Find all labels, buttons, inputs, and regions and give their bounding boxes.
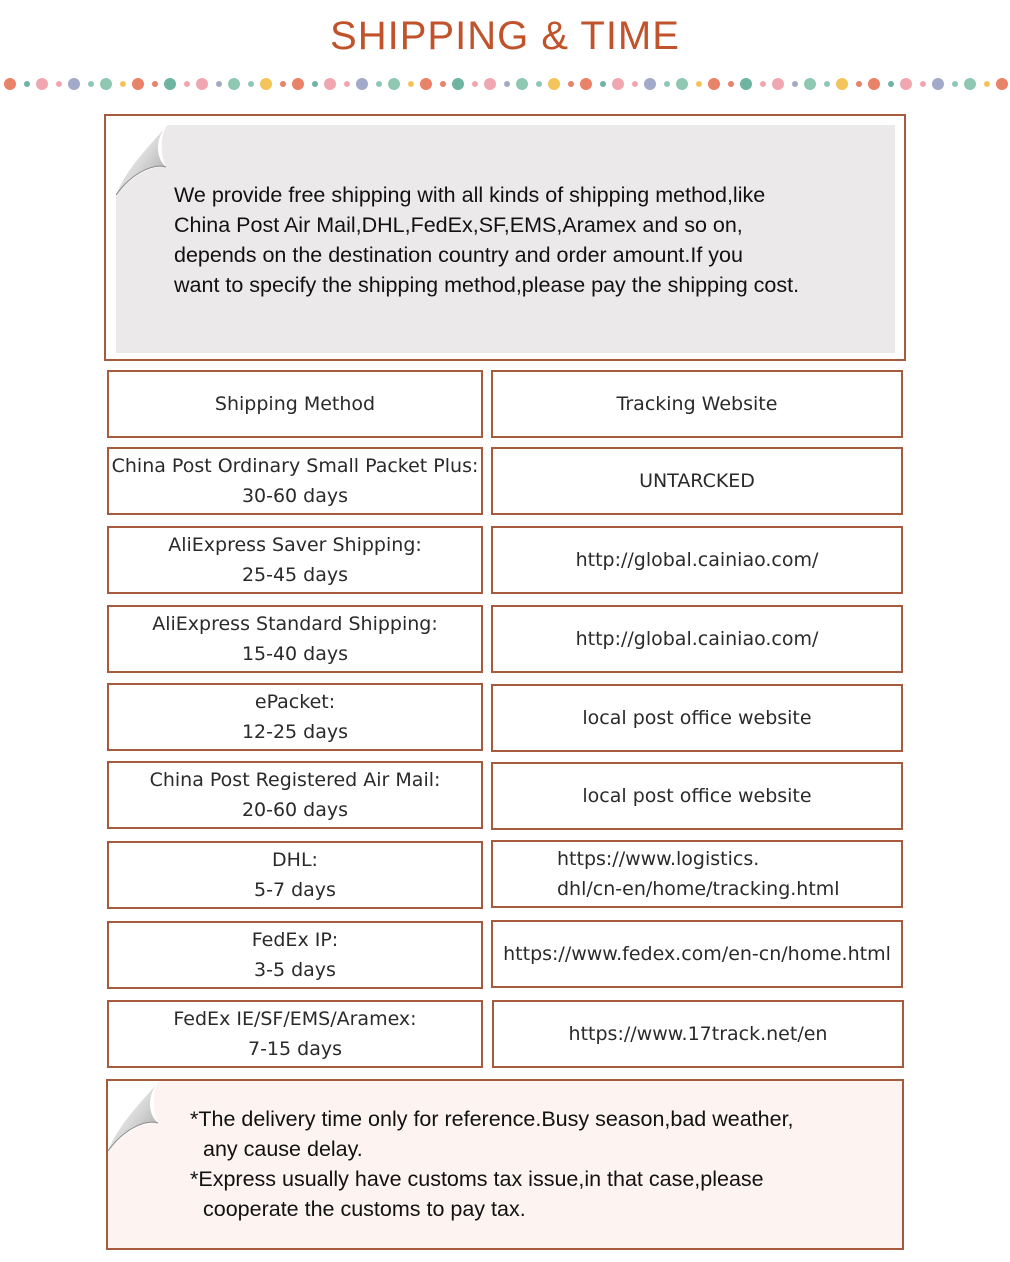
page-title: SHIPPING & TIME [330, 14, 680, 58]
divider-dot [120, 81, 126, 87]
divider-dot [836, 78, 848, 90]
method-cell [107, 921, 483, 989]
divider-dot [676, 78, 688, 90]
divider-dot [248, 81, 254, 87]
page-curl-icon [108, 1081, 162, 1153]
method-days: 15-40 days [241, 643, 349, 665]
intro-box [104, 114, 906, 361]
note-line: cooperate the customs to pay tax. [203, 1197, 526, 1221]
divider-dot [100, 78, 112, 90]
header-tracking-website: Tracking Website [491, 370, 903, 438]
method-name: China Post Ordinary Small Packet Plus: [111, 455, 479, 477]
tracking-text: local post office website [582, 785, 812, 807]
divider-dot [408, 81, 414, 87]
method-days: 25-45 days [241, 564, 349, 586]
tracking-cell [491, 605, 903, 673]
method-name: AliExpress Standard Shipping: [152, 613, 438, 635]
tracking-cell [491, 840, 903, 908]
method-days: 20-60 days [241, 799, 349, 821]
divider-dot [164, 78, 176, 90]
tracking-link[interactable]: https://www.17track.net/en [568, 1023, 828, 1045]
divider-dot [420, 78, 432, 90]
divider-dot [484, 78, 496, 90]
divider-dot [824, 81, 830, 87]
divider-dot [996, 78, 1008, 90]
method-cell [107, 761, 483, 829]
divider-dot [440, 81, 446, 87]
divider-dot [24, 81, 30, 87]
method-cell [107, 605, 483, 673]
note-line: any cause delay. [203, 1137, 363, 1161]
divider-dot [868, 78, 880, 90]
note-line: *Express usually have customs tax issue,in that case,please [190, 1167, 764, 1191]
notes-box [106, 1079, 904, 1250]
intro-line: want to specify the shipping method,please pay the shipping cost. [174, 273, 800, 297]
page-curl-icon [116, 125, 170, 197]
divider-dot [728, 81, 734, 87]
intro-line: depends on the destination country and order amount.If you [174, 243, 743, 267]
divider-dot [920, 81, 926, 87]
method-name: AliExpress Saver Shipping: [168, 534, 422, 556]
intro-panel [116, 125, 895, 353]
divider-dot [696, 81, 702, 87]
divider-dot [504, 81, 510, 87]
method-name: FedEx IE/SF/EMS/Aramex: [173, 1008, 417, 1030]
method-cell [107, 841, 483, 909]
tracking-text: local post office website [582, 707, 812, 729]
tracking-cell [491, 684, 903, 752]
tracking-link[interactable]: https://www.logistics. [557, 848, 760, 870]
divider-dot [804, 78, 816, 90]
intro-text [174, 180, 874, 300]
divider-dot [292, 78, 304, 90]
method-days: 3-5 days [254, 959, 336, 981]
divider-dot [600, 81, 606, 87]
divider-dot [740, 78, 752, 90]
method-name: ePacket: [254, 691, 336, 713]
tracking-cell [491, 762, 903, 830]
tracking-text: UNTARCKED [639, 470, 755, 492]
method-cell [107, 526, 483, 594]
method-name: China Post Registered Air Mail: [149, 769, 441, 791]
divider-dot [388, 78, 400, 90]
intro-line: China Post Air Mail,DHL,FedEx,SF,EMS,Aramex and so on, [174, 213, 743, 237]
method-days: 7-15 days [247, 1038, 342, 1060]
divider-dot [568, 81, 574, 87]
divider-dot [216, 81, 222, 87]
divider-dot [792, 81, 798, 87]
divider-dot [536, 81, 542, 87]
divider-dot [312, 81, 318, 87]
divider-dot [516, 78, 528, 90]
method-name: FedEx IP: [251, 929, 339, 951]
tracking-cell [491, 526, 903, 594]
divider-dot [708, 78, 720, 90]
header-shipping-method: Shipping Method [107, 370, 483, 438]
divider-dot [356, 78, 368, 90]
divider-dot [280, 81, 286, 87]
divider-dot [964, 78, 976, 90]
tracking-link[interactable]: https://www.fedex.com/en-cn/home.html [503, 943, 891, 965]
divider-dot [952, 81, 958, 87]
divider-dot [932, 78, 944, 90]
divider-dot [644, 78, 656, 90]
divider-dot [228, 78, 240, 90]
divider-dot [260, 78, 272, 90]
divider-dot [376, 81, 382, 87]
method-cell [107, 447, 483, 515]
divider-dot [888, 81, 894, 87]
divider-dot [68, 78, 80, 90]
divider-dot [152, 81, 158, 87]
method-cell [107, 1000, 483, 1068]
method-days: 5-7 days [254, 879, 336, 901]
divider-dot [344, 81, 350, 87]
method-cell [107, 683, 483, 751]
divider-dot [36, 78, 48, 90]
divider-dot [548, 78, 560, 90]
divider-dot [88, 81, 94, 87]
divider-dot [856, 81, 862, 87]
method-days: 30-60 days [241, 485, 349, 507]
tracking-cell [491, 447, 903, 515]
divider-dot [612, 78, 624, 90]
divider-dot [56, 81, 62, 87]
divider-dot [772, 78, 784, 90]
tracking-cell [492, 1000, 904, 1068]
tracking-link[interactable]: http://global.cainiao.com/ [575, 549, 819, 571]
notes-text [190, 1104, 870, 1224]
method-name: DHL: [272, 849, 318, 871]
method-days: 12-25 days [241, 721, 349, 743]
divider-dot [184, 81, 190, 87]
tracking-cell [491, 920, 903, 988]
divider-dot [452, 78, 464, 90]
tracking-link[interactable]: dhl/cn-en/home/tracking.html [557, 878, 840, 900]
divider-dot [132, 78, 144, 90]
dotted-divider [0, 74, 1010, 94]
divider-dot [472, 81, 478, 87]
note-line: *The delivery time only for reference.Busy season,bad weather, [190, 1107, 794, 1131]
divider-dot [664, 81, 670, 87]
divider-dot [632, 81, 638, 87]
intro-line: We provide free shipping with all kinds of shipping method,like [174, 183, 766, 207]
divider-dot [580, 78, 592, 90]
divider-dot [196, 78, 208, 90]
divider-dot [4, 78, 16, 90]
divider-dot [984, 81, 990, 87]
tracking-link[interactable]: http://global.cainiao.com/ [575, 628, 819, 650]
divider-dot [324, 78, 336, 90]
divider-dot [900, 78, 912, 90]
divider-dot [760, 81, 766, 87]
